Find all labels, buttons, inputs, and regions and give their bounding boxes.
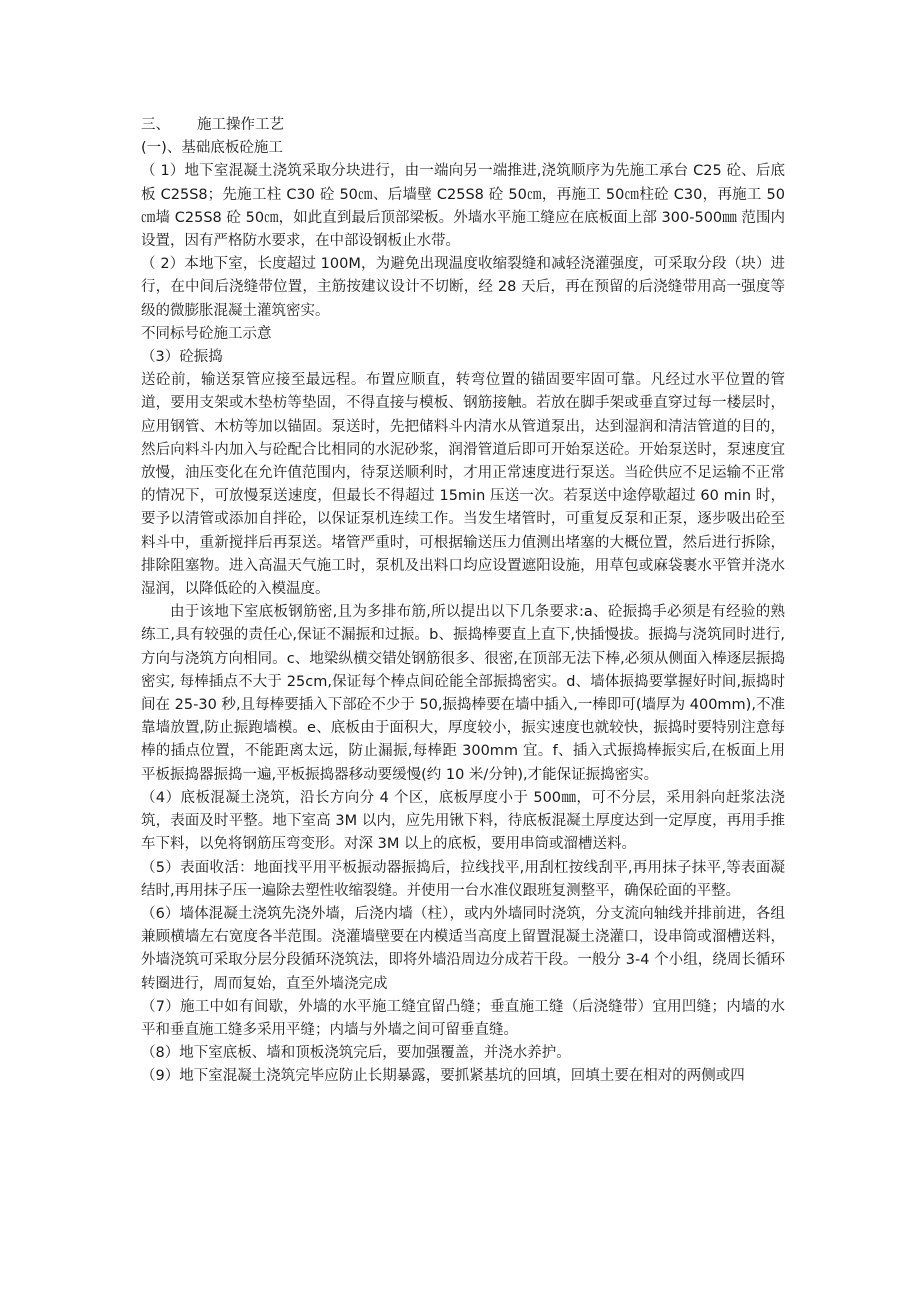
- paragraph-1: （ 1）地下室混凝土浇筑采取分块进行，由一端向另一端推进,浇筑顺序为先施工承台 C25 砼、后底板 C25S8；先施工柱 C30 砼 50㎝、后墙壁 C25S8 砼 50㎝，再施工 50㎝柱砼 C30，再施工 50㎝墙 C25S8 砼 50㎝，如此直到最后顶部梁板。外墙水平施工缝应在底板面上部 300-500㎜ 范围内设置，因有严格防水要求，在中部设钢板止水带。: [141, 163, 785, 250]
- section-title: 施工操作工艺: [197, 117, 284, 133]
- paragraph-requirements: 由于该地下室底板钢筋密,且为多排布筋,所以提出以下几条要求:a、砼振捣手必须是有经验的熟练工,具有较强的责任心,保证不漏振和过振。b、振捣棒要直上直下,快插慢拔。振捣与浇筑同时进行,方向与浇筑方向相同。c、地梁纵横交错处钢筋很多、很密,在顶部无法下棒,必须从侧面入棒逐层振捣密实, 每棒插点不大于 25cm,保证每个棒点间砼能全部振捣密实。d、墙体振捣要掌握好时间,振捣时间在 25-30 秒,且每棒要插入下部砼不少于 50,振捣棒要在墙中插入,一棒即可(墙厚为 400mm),不准靠墙放置,防止振跑墙模。e、底板由于面积大，厚度较小，振实速度也就较快，振捣时要特别注意每棒的插点位置，不能距离太远，防止漏振,每棒距 300mm 宜。f、插入式振捣棒振实后,在板面上用平板振捣器振捣一遍,平板振捣器移动要缓慢(约 10 米/分钟),才能保证振捣密实。: [141, 604, 785, 783]
- paragraph-pumping: 送砼前，输送泵管应接至最远程。布置应顺直，转弯位置的锚固要牢固可靠。凡经过水平位置的管道，要用支架或木垫枋等垫固，不得直接与模板、钢筋接触。若放在脚手架或垂直穿过每一楼层时，应用钢管、木枋等加以锚固。泵送时，先把储料斗内清水从管道泵出，达到湿润和清洁管道的目的，然后向料斗内加入与砼配合比相同的水泥砂浆，润滑管道后即可开始泵送砼。开始泵送时，泵速度宜放慢，油压变化在允许值范围内，待泵送顺利时，才用正常速度进行泵送。当砼供应不足运输不正常的情况下，可放慢泵送速度，但最长不得超过 15min 压送一次。若泵送中途停歇超过 60 min 时，要予以清管或添加自拌砼，以保证泵机连续工作。当发生堵管时，可重复反泵和正泵，逐步吸出砼至料斗中，重新搅拌后再泵送。堵管严重时，可根据输送压力值测出堵塞的大概位置，然后进行拆除，排除阻塞物。进入高温天气施工时，泵机及出料口均应设置遮阳设施，用草包或麻袋裹水平管并浇水湿润，以降低砼的入模温度。: [141, 372, 785, 598]
- paragraph-8: （8）地下室底板、墙和顶板浇筑完后，要加强覆盖，并浇水养护。: [141, 1045, 571, 1062]
- paragraph-4: （4）底板混凝土浇筑，沿长方向分 4 个区，底板厚度小于 500㎜，可不分层，采用斜向赶浆法浇筑，表面及时平整。地下室高 3M 以内，应先用锹下料，待底板混凝土厚度达到一定厚度，再用手推车下料，以免将钢筋压弯变形。对深 3M 以上的底板，要用串筒或溜槽送料。: [141, 789, 785, 853]
- section-heading: [141, 114, 785, 137]
- paragraph-5: （5）表面收活：地面找平用平板振动器振捣后，拉线找平,用刮杠按线刮平,再用抹子抹平,等表面凝结时,再用抹子压一遍除去塑性收缩裂缝。并使用一台水准仪跟班复测整平，确保砼面的平整。: [141, 859, 785, 899]
- paragraph-6: （6）墙体混凝土浇筑先浇外墙，后浇内墙（柱），或内外墙同时浇筑，分支流向轴线并排前进，各组兼顾横墙左右宽度各半范围。浇灌墙壁要在内模适当高度上留置混凝土浇灌口，设串筒或溜槽送料，外墙浇筑可采取分层分段循环浇筑法，即将外墙沿周边分成若干段。一般分 3-4 个小组，绕周长循环转圈进行，周而复始，直至外墙浇完成: [141, 905, 785, 992]
- paragraph-2: （ 2）本地下室，长度超过 100M，为避免出现温度收缩裂缝和减轻浇灌强度，可采取分段（块）进行，在中间后浇缝带位置，主筋按建议设计不切断，经 28 天后，再在预留的后浇缝带用高一强度等级的微膨胀混凝土灌筑密实。: [141, 256, 785, 319]
- document-body: [141, 114, 785, 1089]
- paragraph-9: （9）地下室混凝土浇筑完毕应防止长期暴露，要抓紧基坑的回填，回填土要在相对的两侧或四: [141, 1068, 745, 1085]
- subsection-heading: (一)、基础底板砼施工: [141, 140, 283, 157]
- section-number: 三、: [141, 117, 170, 133]
- figure-caption: 不同标号砼施工示意: [141, 325, 272, 342]
- paragraph-7: （7）施工中如有间歇，外墙的水平施工缝宜留凸缝；垂直施工缝（后浇缝带）宜用凹缝；内墙的水平和垂直施工缝多采用平缝；内墙与外墙之间可留垂直缝。: [141, 998, 785, 1038]
- subheading-3: （3）砼振捣: [141, 349, 223, 366]
